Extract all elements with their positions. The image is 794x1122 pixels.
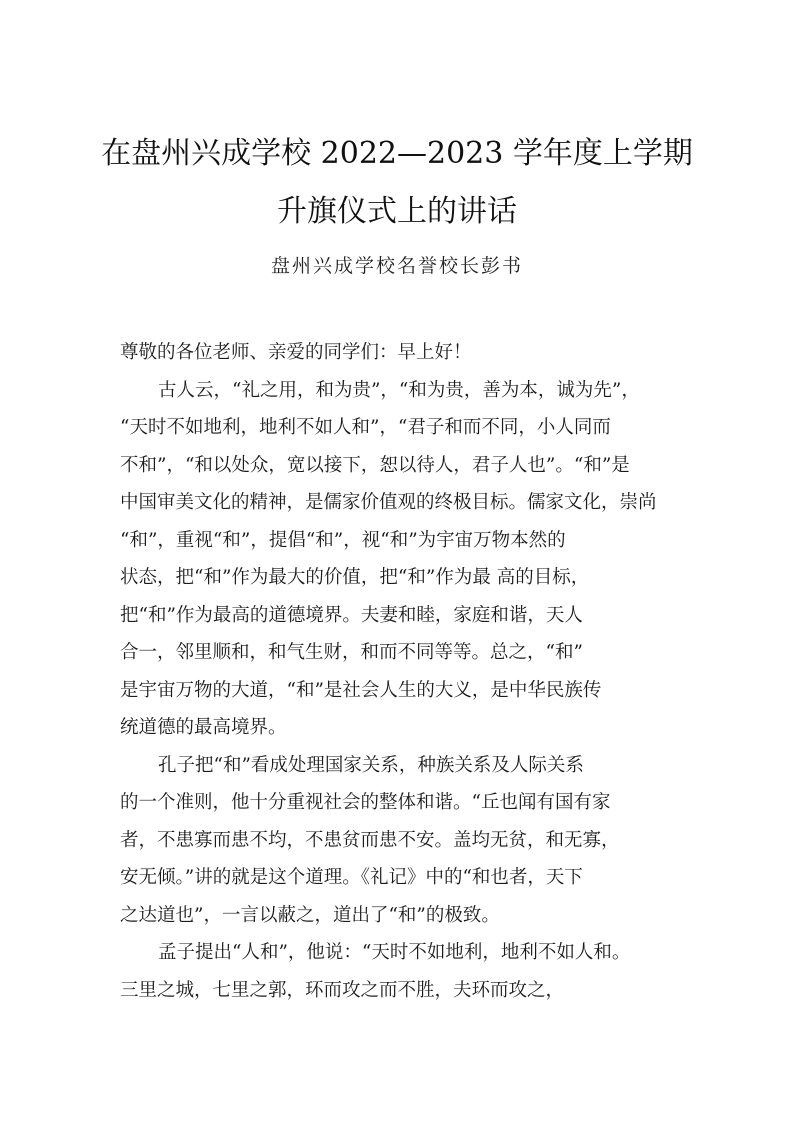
body-line: 合一，邻里顺和，和气生财，和而不同等等。总之，“和”: [120, 642, 583, 663]
document-author: 盘州兴成学校名誉校长彭书: [270, 255, 523, 277]
body-line: 之达道也”，一言以蔽之，道出了“和”的极致。: [120, 905, 500, 926]
body-line: 孟子提出“人和”，他说：“天时不如地利，地利不如人和。: [158, 942, 631, 963]
body-line: 状态，把“和”作为最大的价值，把“和”作为最 高的目标，: [120, 567, 590, 588]
body-line: 不和”，“和以处众，宽以接下，恕以待人，君子人也”。“和”是: [120, 455, 630, 476]
body-line-greeting: 尊敬的各位老师、亲爱的同学们：早上好！: [120, 342, 472, 363]
body-line: 中国审美文化的精神，是儒家价值观的终极目标。儒家文化，崇尚: [120, 492, 657, 513]
body-line: 统道德的最高境界。: [120, 717, 287, 738]
body-line: 者，不患寡而患不均，不患贫而患不安。盖均无贫，和无寡，: [120, 830, 620, 851]
body-line: 把“和”作为最高的道德境界。夫妻和睦，家庭和谐，天人: [120, 605, 583, 626]
body-line: 安无倾。”讲的就是这个道理。《礼记》中的“和也者，天下: [120, 867, 583, 888]
body-line: 古人云，“礼之用，和为贵”，“和为贵，善为本，诚为先”，: [158, 380, 640, 401]
document-title-line-1: 在盘州兴成学校 2022—2023 学年度上学期: [101, 136, 693, 171]
body-line: 三里之城，七里之郭，环而攻之而不胜，夫环而攻之，: [120, 980, 565, 1001]
body-line: “和”，重视“和”，提倡“和”，视“和”为宇宙万物本然的: [120, 530, 566, 551]
body-line: 的一个准则，他十分重视社会的整体和谐。“丘也闻有国有家: [120, 792, 611, 813]
body-line: 是宇宙万物的大道，“和”是社会人生的大义，是中华民族传: [120, 680, 602, 701]
body-line: 孔子把“和”看成处理国家关系，种族关系及人际关系: [158, 755, 584, 776]
body-line: “天时不如地利，地利不如人和”，“君子和而不同，小人同而: [120, 417, 611, 438]
document-title-line-2: 升旗仪式上的讲话: [277, 194, 517, 229]
